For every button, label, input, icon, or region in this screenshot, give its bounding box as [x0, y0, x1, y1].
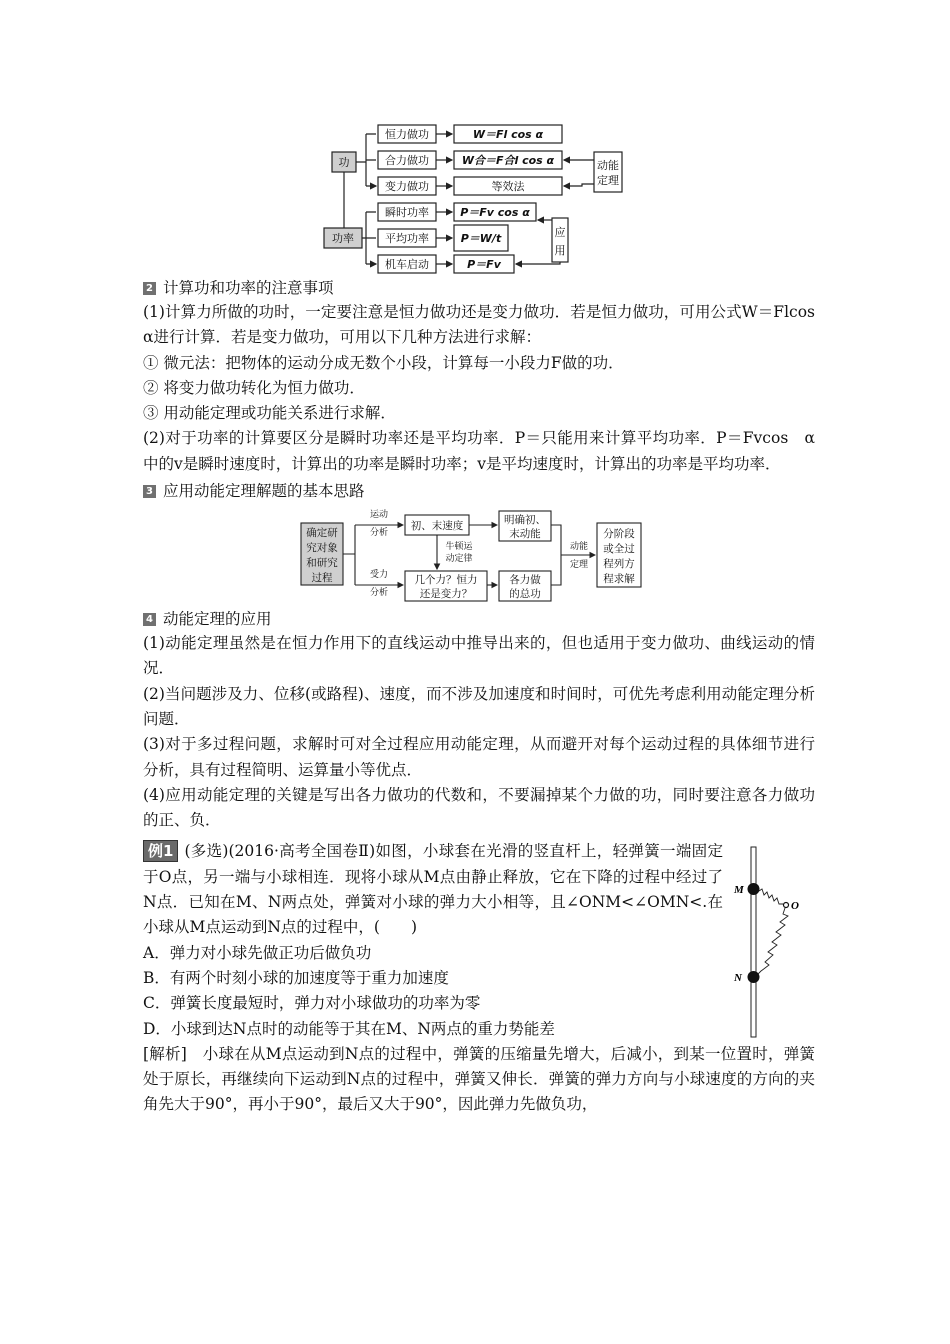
diagram-text: 动能 [569, 542, 589, 553]
apply-label: 应 [554, 226, 566, 239]
ke-method-diagram [299, 509, 815, 607]
row-name: 变力做功 [385, 180, 429, 193]
ke-theorem-label: 动能 [597, 159, 619, 172]
example-stem-text: (多选)(2016·高考全国卷Ⅱ)如图，小球套在光滑的竖直杆上，轻弹簧一端固定于O点，另一端与小球相连．现将小球从M点由静止释放，它在下降的过程中经过了N点．已知在M、N两点处，弹簧对小球的弹力大小相等，且∠ONM<∠OMN<.在小球从M点运动到N点的过程中，( ) [143, 842, 723, 937]
work-power-diagram [320, 120, 640, 280]
diagram-text: 过程 [311, 572, 333, 585]
paragraph: (2)当问题涉及力、位移(或路程)、速度，而不涉及加速度和时间时，可优先考虑利用动能定理分析问题． [143, 684, 815, 728]
list-item: ② 将变力做功转化为恒力做功． [143, 378, 365, 397]
paragraph: (2)对于功率的计算要区分是瞬时功率还是平均功率．P＝只能用来计算平均功率．P＝Fvcos α中的v是瞬时速度时，计算出的功率是瞬时功率；v是平均速度时，计算出的功率是平均功率． [143, 429, 815, 473]
row-formula: 等效法 [491, 180, 525, 193]
work-node: 功 [338, 156, 350, 169]
diagram-text: 初、末速度 [410, 520, 464, 533]
diagram-text: 分阶段 [603, 528, 635, 541]
section-heading [143, 276, 815, 300]
row-formula: W＝Fl cos α [472, 128, 544, 141]
diagram-text: 分析 [369, 588, 389, 599]
diagram-text: 各力做 [509, 574, 541, 587]
list-item: ③ 用动能定理或功能关系进行求解． [143, 404, 396, 423]
diagram-text: 还是变力？ [419, 588, 473, 601]
paragraph: (3)对于多过程问题，求解时可对全过程应用动能定理，从而避开对每个运动过程的具体细节进行分析，具有过程简明、运算量小等优点． [143, 735, 815, 779]
diagram-text: 定理 [569, 560, 589, 571]
diagram-text: 和研究 [306, 557, 338, 570]
diagram-text: 的总功 [509, 588, 541, 601]
section-heading [143, 479, 815, 503]
paragraph: (4)应用动能定理的关键是写出各力做功的代数和，不要漏掉某个力做的功，同时要注意各力做功的正、负． [143, 785, 815, 830]
diagram-text: 几个力？恒力 [414, 574, 478, 587]
diagram-text: 究对象 [306, 542, 338, 555]
diagram-text: 或全过 [603, 543, 635, 556]
spring-figure [728, 843, 808, 1047]
example-stem [143, 839, 723, 940]
apply-label: 用 [554, 244, 566, 257]
option-b: B．有两个时刻小球的加速度等于重力加速度 [143, 968, 449, 987]
list-item: ① 微元法：把物体的运动分成无数个小段，计算每一小段力F做的功． [143, 353, 624, 372]
diagram-text: 受力 [369, 570, 389, 581]
diagram-text: 程列方 [603, 558, 635, 571]
option-c: C．弹簧长度最短时，弹力对小球做功的功率为零 [143, 994, 481, 1013]
section-number: 2 [143, 282, 156, 295]
diagram-text: 运动 [369, 510, 389, 521]
point-m-label: M [734, 884, 744, 897]
section-title: 应用动能定理解题的基本思路 [163, 482, 365, 501]
diagram-text: 动定律 [445, 554, 473, 565]
row-formula: W合＝F合l cos α [461, 154, 555, 167]
example-block [143, 839, 815, 1041]
row-name: 机车启动 [385, 258, 429, 271]
diagram-text: 程求解 [603, 573, 635, 586]
row-name: 瞬时功率 [385, 206, 429, 219]
diagram-text: 牛顿运 [445, 542, 473, 553]
option-a: A．弹力对小球先做正功后做负功 [143, 943, 372, 962]
section-title: 计算功和功率的注意事项 [163, 279, 334, 297]
section-heading [143, 607, 815, 631]
section-title: 动能定理的应用 [163, 610, 272, 629]
row-formula: P＝Fv cos α [460, 206, 530, 219]
diagram-text: 分析 [369, 528, 389, 539]
ke-theorem-label: 定理 [597, 174, 619, 187]
row-name: 合力做功 [385, 154, 429, 167]
row-name: 恒力做功 [385, 128, 429, 141]
paragraph: (1)动能定理虽然是在恒力作用下的直线运动中推导出来的，但也适用于变力做功、曲线运动的情况． [143, 634, 815, 678]
example-label: 例1 [143, 840, 178, 862]
row-formula: P＝W/t [460, 232, 502, 245]
option-d: D．小球到达N点时的动能等于其在M、N两点的重力势能差 [143, 1019, 555, 1038]
power-node: 功率 [332, 232, 354, 245]
point-o-label: O [791, 900, 799, 913]
diagram-text: 明确初、 [504, 514, 546, 527]
diagram-text: 末动能 [509, 528, 541, 541]
paragraph: (1)计算力所做的功时，一定要注意是恒力做功还是变力做功．若是恒力做功，可用公式W＝Flcos α进行计算．若是变力做功，可用以下几种方法进行求解： [143, 303, 831, 347]
diagram-text: 确定研 [306, 527, 338, 540]
row-name: 平均功率 [385, 232, 429, 245]
section-number: 3 [143, 485, 156, 498]
analysis-paragraph: [解析] 小球在从M点运动到N点的过程中，弹簧的压缩量先增大，后减小，到某一位置时，弹簧处于原长，再继续向下运动到N点的过程中，弹簧又伸长．弹簧的弹力方向与小球速度的方向的夹角先大于90°，再小于90°，最后又大于90°，因此弹力先做负功， [143, 1044, 815, 1114]
row-formula: P＝Fv [467, 258, 501, 271]
main-content [143, 276, 831, 1118]
section-number: 4 [143, 613, 156, 626]
point-n-label: N [734, 972, 742, 985]
